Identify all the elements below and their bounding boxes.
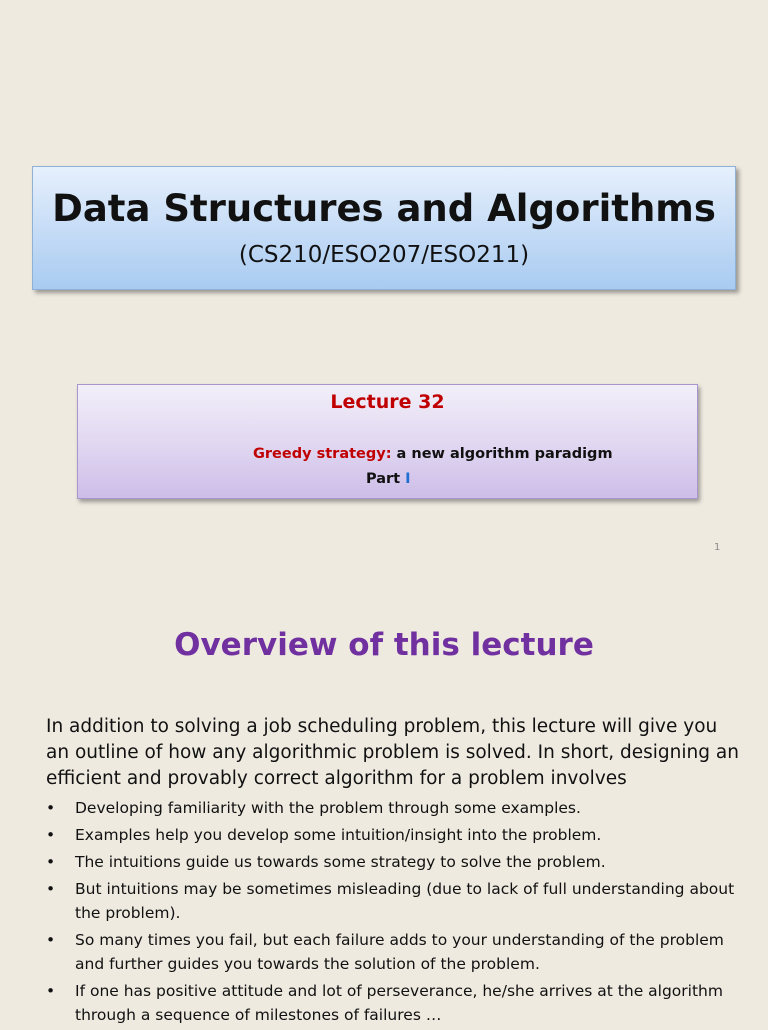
bullet-item bbox=[46, 979, 746, 1027]
bullet-item bbox=[46, 877, 746, 925]
topic-rest: a new algorithm paradigm bbox=[391, 446, 613, 462]
bullet-text: Developing familiarity with the problem through some examples. bbox=[75, 799, 581, 817]
topic-highlight: Greedy strategy: bbox=[253, 446, 392, 462]
overview-title: Overview of this lecture bbox=[174, 627, 594, 663]
bullet-dot: • bbox=[46, 799, 56, 817]
bullet-item bbox=[46, 796, 746, 820]
bullet-text: But intuitions may be sometimes misleading (due to lack of full understanding about the problem). bbox=[75, 880, 735, 922]
lecture-topic bbox=[253, 446, 613, 462]
bullet-text: Examples help you develop some intuition/insight into the problem. bbox=[75, 826, 602, 844]
course-codes: (CS210/ESO207/ESO211) bbox=[238, 242, 530, 268]
slide-number: 1 bbox=[714, 542, 721, 553]
bullet-item bbox=[46, 823, 746, 847]
course-title: Data Structures and Algorithms bbox=[52, 187, 716, 230]
bullet-list bbox=[46, 796, 746, 1030]
intro-paragraph: In addition to solving a job scheduling problem, this lecture will give you an outline of how any algorithmic problem is solved. In short, designing an efficient and provably correct algorithm for a problem involves bbox=[46, 716, 739, 789]
bullet-dot: • bbox=[46, 826, 56, 844]
lecture-info-box bbox=[77, 384, 698, 499]
bullet-item bbox=[46, 850, 746, 874]
lecture-part bbox=[366, 471, 411, 487]
bullet-dot: • bbox=[46, 982, 56, 1000]
part-label: Part bbox=[366, 471, 406, 487]
bullet-item bbox=[46, 928, 746, 976]
bullet-text: So many times you fail, but each failure adds to your understanding of the problem and further guides you towards the solution of the problem. bbox=[75, 931, 724, 973]
course-title-box bbox=[32, 166, 736, 290]
bullet-text: If one has positive attitude and lot of perseverance, he/she arrives at the algorithm through a sequence of milestones of failures … bbox=[75, 982, 723, 1024]
part-number: I bbox=[405, 471, 411, 487]
bullet-dot: • bbox=[46, 931, 56, 949]
bullet-dot: • bbox=[46, 880, 56, 898]
bullet-dot: • bbox=[46, 853, 56, 871]
bullet-text: The intuitions guide us towards some strategy to solve the problem. bbox=[75, 853, 606, 871]
lecture-number: Lecture 32 bbox=[330, 391, 445, 413]
